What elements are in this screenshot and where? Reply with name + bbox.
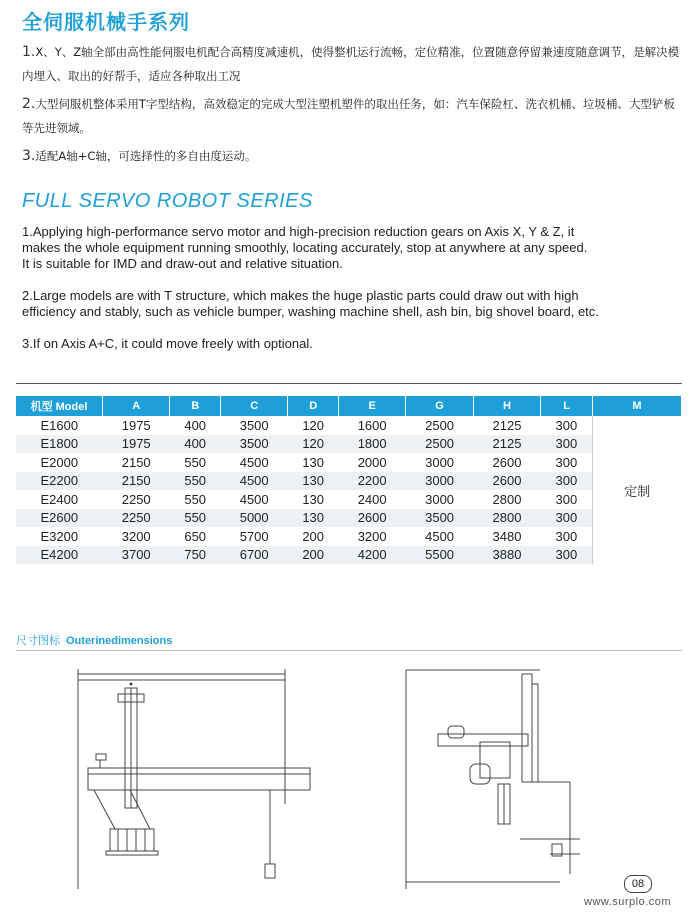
chinese-title: 全伺服机械手系列	[22, 10, 190, 34]
table-cell: 2600	[338, 509, 405, 528]
table-cell: 750	[170, 546, 221, 565]
table-cell: 3500	[220, 435, 287, 454]
model-cell: E1800	[16, 435, 103, 454]
table-row	[16, 527, 682, 546]
table-header-row	[16, 396, 682, 416]
table-cell: 3500	[406, 509, 473, 528]
table-row	[16, 509, 682, 528]
table-cell: 2800	[492, 491, 522, 507]
english-feature-item: 3.If on Axis A+C, it could move freely with optional.	[22, 336, 313, 351]
item-number: 2.	[22, 96, 36, 112]
table-cell: 130	[302, 454, 325, 470]
chinese-feature-item	[22, 40, 682, 88]
table-cell: 3200	[357, 528, 387, 544]
dimensions-header	[16, 632, 172, 648]
table-cell: 3880	[473, 546, 540, 565]
table-cell: 400	[170, 435, 221, 454]
table-cell: 2600	[492, 454, 522, 470]
table-cell: 5500	[406, 546, 473, 565]
table-cell: 300	[555, 491, 578, 507]
table-cell: 300	[541, 509, 593, 528]
english-title: FULL SERVO ROBOT SERIES	[22, 190, 313, 212]
table-cell: 6700	[220, 546, 287, 565]
english-feature-list	[22, 224, 692, 368]
table-cell: 550	[184, 491, 207, 507]
table-cell: 300	[555, 417, 578, 433]
table-cell: 3000	[406, 472, 473, 491]
table-cell: 300	[541, 435, 593, 454]
dimensions-label-cn: 尺寸图标	[16, 634, 60, 647]
table-cell: 130	[302, 491, 325, 507]
table-cell: 4500	[425, 528, 455, 544]
english-feature-item: 2.Large models are with T structure, which makes the huge plastic parts could draw out with high efficiency and stably, such as vehicle bumper, washing machine shell, ash bin, big shovel board, etc.	[22, 288, 599, 319]
model-cell: E4200	[16, 546, 103, 565]
table-cell: 300	[541, 546, 593, 565]
table-row	[16, 435, 682, 454]
table-cell: 2000	[357, 454, 387, 470]
column-header: L	[541, 396, 593, 416]
spec-table	[16, 396, 682, 564]
table-cell: 1975	[103, 435, 170, 454]
dimensions-divider	[16, 650, 682, 651]
chinese-feature-item	[22, 92, 682, 140]
table-cell: 5000	[220, 509, 287, 528]
model-cell: E1600	[40, 417, 79, 433]
column-header: E	[338, 396, 405, 416]
table-cell: 2500	[406, 435, 473, 454]
column-header: D	[288, 396, 339, 416]
chinese-feature-list	[22, 40, 682, 172]
page-number: 08	[624, 875, 652, 893]
section-divider	[16, 383, 682, 384]
table-cell: 300	[541, 472, 593, 491]
table-row	[16, 416, 682, 435]
table-cell: 1600	[357, 417, 387, 433]
column-header: A	[103, 396, 170, 416]
table-cell: 550	[184, 454, 207, 470]
item-number: 1.	[22, 44, 36, 60]
table-cell: 3500	[239, 417, 269, 433]
table-cell: 4200	[338, 546, 405, 565]
m-value-cell: 定制	[593, 416, 682, 564]
table-cell: 3000	[425, 454, 455, 470]
model-cell: E2000	[40, 454, 79, 470]
table-cell: 2250	[103, 509, 170, 528]
column-header: B	[170, 396, 221, 416]
table-cell: 2250	[121, 491, 151, 507]
table-cell: 130	[288, 472, 339, 491]
table-cell: 3480	[492, 528, 522, 544]
table-cell: 4500	[239, 454, 269, 470]
front-view-drawing	[70, 664, 320, 894]
table-cell: 300	[555, 454, 578, 470]
table-cell: 4500	[220, 472, 287, 491]
table-cell: 2500	[425, 417, 455, 433]
table-row	[16, 546, 682, 565]
chinese-feature-item	[22, 144, 682, 168]
table-cell: 2800	[473, 509, 540, 528]
website-url: www.surplo.com	[584, 896, 672, 908]
table-cell: 400	[184, 417, 207, 433]
table-cell: 1800	[338, 435, 405, 454]
table-cell: 130	[288, 509, 339, 528]
table-row	[16, 453, 682, 472]
model-cell: E2200	[16, 472, 103, 491]
item-text: 适配A轴+C轴，可选择性的多自由度运动。	[35, 149, 257, 163]
model-cell: E3200	[40, 528, 79, 544]
item-number: 3.	[22, 148, 36, 164]
item-text: X、Y、Z轴全部由高性能伺服电机配合高精度减速机，使得整机运行流畅，定位精准，位置随意停留兼速度随意调节，是解决模内埋入、取出的好帮手，适应各种取出工况	[22, 45, 680, 83]
column-header: C	[220, 396, 287, 416]
table-cell: 120	[288, 435, 339, 454]
column-header-model: 机型 Model	[16, 396, 103, 416]
table-cell: 3200	[121, 528, 151, 544]
column-header: H	[473, 396, 540, 416]
table-cell: 650	[184, 528, 207, 544]
table-cell: 5700	[239, 528, 269, 544]
table-cell: 2125	[492, 417, 522, 433]
column-header: G	[406, 396, 473, 416]
model-cell: E2600	[16, 509, 103, 528]
table-cell: 200	[302, 528, 325, 544]
dimensions-label-en: Outerinedimensions	[66, 635, 173, 647]
column-header: M	[593, 396, 682, 416]
table-row	[16, 490, 682, 509]
side-view-drawing	[400, 664, 600, 894]
table-cell: 3000	[425, 491, 455, 507]
table-cell: 3700	[103, 546, 170, 565]
table-cell: 2125	[473, 435, 540, 454]
table-cell: 2150	[121, 454, 151, 470]
english-feature-item: 1.Applying high-performance servo motor and high-precision reduction gears on Axis X, Y & Z, it makes the whole equipment running smoothly, locating accurately, stop at anywhere at any speed. It is suitable for IMD and draw-out and relative situation.	[22, 224, 588, 271]
table-row	[16, 472, 682, 491]
table-cell: 120	[302, 417, 325, 433]
table-cell: 2400	[357, 491, 387, 507]
table-cell: 550	[170, 472, 221, 491]
table-cell: 300	[555, 528, 578, 544]
item-text: 大型伺服机整体采用T字型结构，高效稳定的完成大型注塑机塑件的取出任务，如：汽车保险杠、洗衣机桶、垃圾桶、大型铲板等先进领域。	[22, 97, 675, 135]
model-cell: E2400	[40, 491, 79, 507]
table-cell: 4500	[239, 491, 269, 507]
table-cell: 2600	[473, 472, 540, 491]
table-cell: 550	[170, 509, 221, 528]
table-cell: 1975	[121, 417, 151, 433]
table-cell: 200	[288, 546, 339, 565]
table-cell: 2150	[103, 472, 170, 491]
table-cell: 2200	[338, 472, 405, 491]
